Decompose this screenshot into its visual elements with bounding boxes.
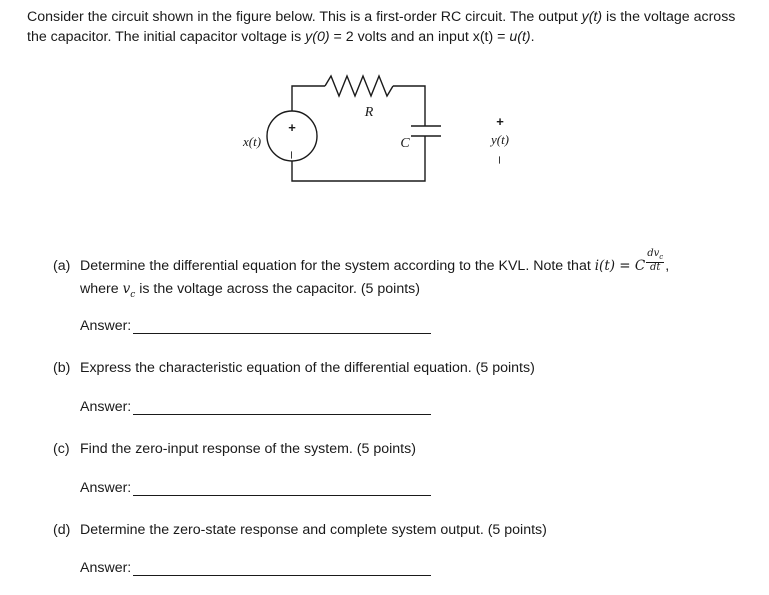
answer-c-line[interactable] bbox=[133, 481, 431, 496]
question-b bbox=[53, 357, 535, 379]
resistor-zigzag bbox=[325, 76, 393, 96]
answer-a-line[interactable] bbox=[133, 319, 431, 334]
question-c bbox=[53, 438, 416, 460]
intro-output-symbol: y(t) bbox=[581, 9, 603, 25]
answer-b-line[interactable] bbox=[133, 400, 431, 415]
question-a-text: Determine the differential equation for the system according to the KVL. Note that bbox=[80, 257, 595, 274]
question-a bbox=[53, 248, 670, 306]
problem-intro bbox=[27, 8, 747, 47]
question-b-text: Express the characteristic equation of the differential equation. (5 points) bbox=[80, 360, 535, 376]
answer-c bbox=[80, 480, 431, 496]
answer-d-line[interactable] bbox=[133, 561, 431, 576]
answer-d-label: Answer: bbox=[80, 560, 132, 576]
question-c-label: (c) bbox=[53, 441, 70, 457]
answer-c-label: Answer: bbox=[80, 480, 132, 496]
question-a-where: where bbox=[80, 281, 123, 297]
output-plus-sign: + bbox=[496, 114, 504, 129]
derivative-fraction bbox=[646, 249, 664, 273]
question-d-text: Determine the zero-state response and complete system output. (5 points) bbox=[80, 522, 547, 538]
intro-text-3: = 2 volts and an input x(t) = bbox=[329, 28, 510, 45]
answer-d bbox=[80, 560, 431, 576]
source-label: x(t) bbox=[243, 134, 262, 149]
capacitor-label: C bbox=[400, 136, 410, 151]
capacitor-voltage-symbol: v bbox=[122, 281, 131, 297]
answer-a bbox=[80, 318, 431, 334]
intro-input-symbol: u(t) bbox=[509, 28, 531, 45]
output-minus-sign: – bbox=[493, 156, 508, 164]
source-plus-sign: + bbox=[288, 120, 296, 135]
answer-a-label: Answer: bbox=[80, 318, 132, 334]
intro-text-4: . bbox=[530, 28, 535, 45]
question-a-continuation bbox=[53, 278, 669, 306]
wire-top-right bbox=[393, 86, 425, 126]
wire-top-left bbox=[292, 86, 325, 111]
intro-initial-symbol: y(0) bbox=[305, 28, 330, 45]
fraction-numerator-sub: c bbox=[659, 253, 664, 261]
question-d bbox=[53, 519, 547, 541]
rc-circuit-diagram bbox=[215, 66, 535, 206]
question-c-text: Find the zero-input response of the system. (5 points) bbox=[80, 441, 416, 457]
question-a-label: (a) bbox=[53, 257, 71, 274]
output-label: y(t) bbox=[490, 132, 510, 147]
resistor-label: R bbox=[364, 105, 374, 120]
current-equation: i(t) = C bbox=[594, 257, 646, 274]
question-d-label: (d) bbox=[53, 522, 71, 538]
capacitor-voltage-sub: c bbox=[130, 289, 136, 300]
fraction-numerator: dv bbox=[647, 248, 660, 259]
question-a-comma: , bbox=[665, 257, 670, 274]
intro-text-2: is the voltage across the capacitor. The initial capacitor voltage is bbox=[27, 9, 736, 45]
intro-text-1: Consider the circuit shown in the figure below. This is a first-order RC circuit. The output bbox=[27, 9, 582, 25]
answer-b-label: Answer: bbox=[80, 399, 132, 415]
source-minus-sign: – bbox=[285, 151, 300, 159]
question-b-label: (b) bbox=[53, 360, 71, 376]
question-a-rest: is the voltage across the capacitor. (5 points) bbox=[135, 281, 420, 297]
fraction-denominator: dt bbox=[650, 262, 661, 273]
answer-b bbox=[80, 399, 431, 415]
